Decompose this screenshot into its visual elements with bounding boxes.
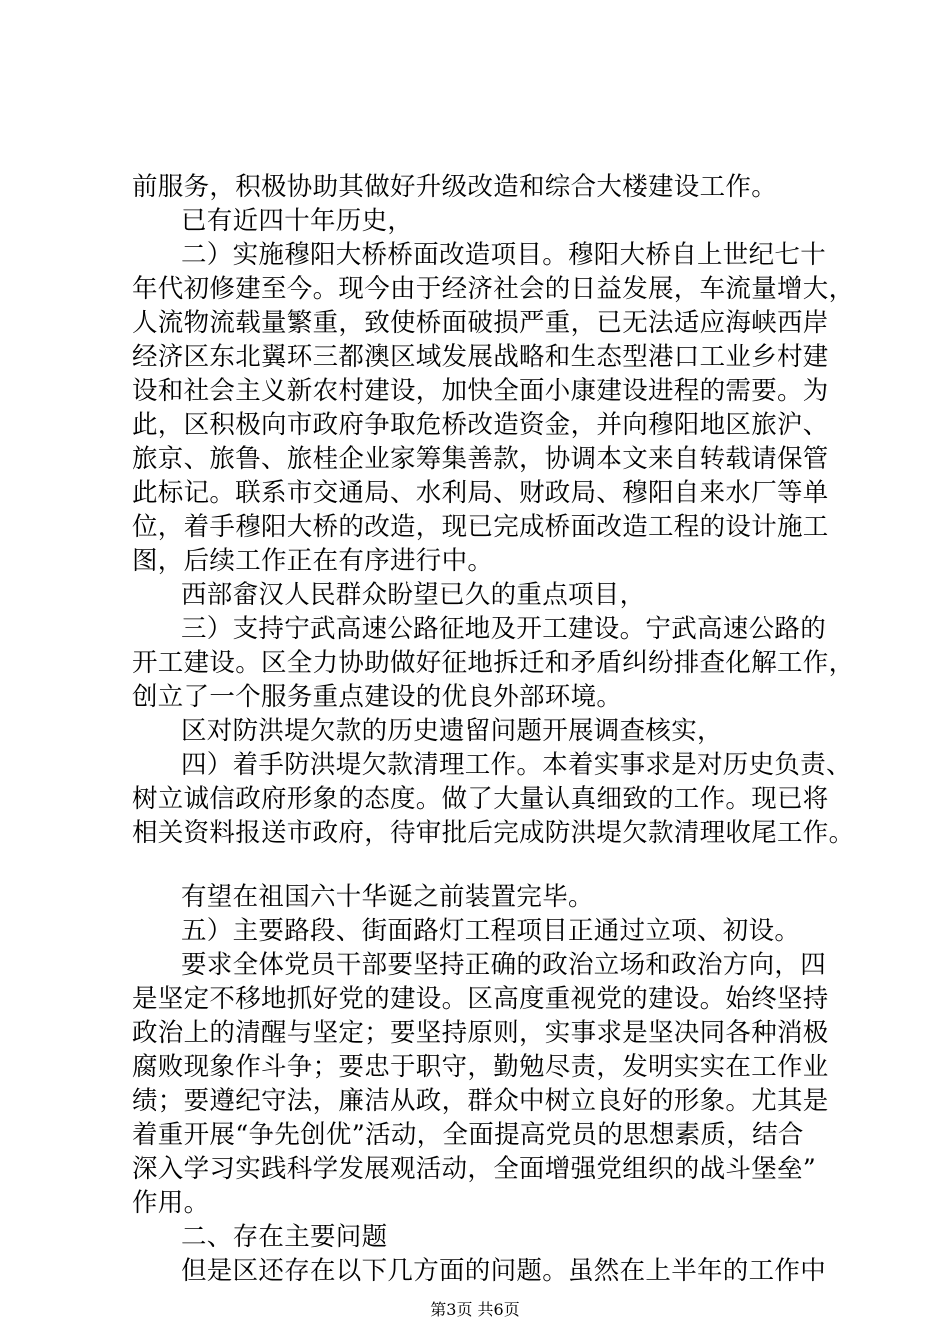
text-line: 绩；要遵纪守法，廉洁从政，群众中树立良好的形象。尤其是 xyxy=(132,1086,829,1116)
text-line: 设和社会主义新农村建设，加快全面小康建设进程的需要。为 xyxy=(132,376,829,406)
text-line: 要求全体党员干部要坚持正确的政治立场和政治方向，四 xyxy=(181,950,827,980)
text-line: 年代初修建至今。现今由于经济社会的日益发展，车流量增大， xyxy=(132,274,855,304)
text-line: 区对防洪堤欠款的历史遗留问题开展调查核实， xyxy=(181,716,723,746)
text-line: 三）支持宁武高速公路征地及开工建设。宁武高速公路的 xyxy=(181,614,827,644)
text-line: 着重开展“争先创优”活动，全面提高党员的思想素质，结合 xyxy=(132,1120,804,1150)
text-line: 人流物流载量繁重，致使桥面破损严重，已无法适应海峡西岸 xyxy=(132,308,829,338)
text-line: 西部畲汉人民群众盼望已久的重点项目， xyxy=(181,580,646,610)
text-line: 位，着手穆阳大桥的改造，现已完成桥面改造工程的设计施工 xyxy=(132,512,829,542)
text-line: 作用。 xyxy=(132,1188,210,1218)
text-line: 图，后续工作正在有序进行中。 xyxy=(132,546,494,576)
text-line: 旅京、旅鲁、旅桂企业家筹集善款，协调本文来自转载请保管 xyxy=(132,444,829,474)
text-line: 政治上的清醒与坚定；要坚持原则，实事求是坚决同各种消极 xyxy=(132,1018,829,1048)
text-line: 二）实施穆阳大桥桥面改造项目。穆阳大桥自上世纪七十 xyxy=(181,240,827,270)
text-line: 五）主要路段、街面路灯工程项目正通过立项、初设。 xyxy=(181,916,801,946)
section-heading: 二、存在主要问题 xyxy=(181,1222,388,1252)
text-line: 相关资料报送市政府，待审批后完成防洪堤欠款清理收尾工作。 xyxy=(132,818,855,848)
text-line: 此，区积极向市政府争取危桥改造资金，并向穆阳地区旅沪、 xyxy=(132,410,829,440)
text-line: 前服务，积极协助其做好升级改造和综合大楼建设工作。 xyxy=(132,172,778,202)
text-line: 深入学习实践科学发展观活动，全面增强党组织的战斗堡垒” xyxy=(132,1154,817,1184)
text-line: 腐败现象作斗争；要忠于职守，勤勉尽责，发明实实在工作业 xyxy=(132,1052,829,1082)
text-line: 但是区还存在以下几方面的问题。虽然在上半年的工作中 xyxy=(181,1256,827,1286)
text-line: 四）着手防洪堤欠款清理工作。本着实事求是对历史负责、 xyxy=(181,750,852,780)
text-line: 已有近四十年历史， xyxy=(181,206,414,236)
text-line: 经济区东北翼环三都澳区域发展战略和生态型港口工业乡村建 xyxy=(132,342,829,372)
text-line: 树立诚信政府形象的态度。做了大量认真细致的工作。现已将 xyxy=(132,784,829,814)
text-line: 开工建设。区全力协助做好征地拆迁和矛盾纠纷排查化解工作， xyxy=(132,648,855,678)
page-footer: 第3页 共6页 xyxy=(430,1300,520,1319)
text-line: 有望在祖国六十华诞之前装置完毕。 xyxy=(181,882,594,912)
text-line: 此标记。联系市交通局、水利局、财政局、穆阳自来水厂等单 xyxy=(132,478,829,508)
text-line: 创立了一个服务重点建设的优良外部环境。 xyxy=(132,682,623,712)
text-line: 是坚定不移地抓好党的建设。区高度重视党的建设。始终坚持 xyxy=(132,984,829,1014)
